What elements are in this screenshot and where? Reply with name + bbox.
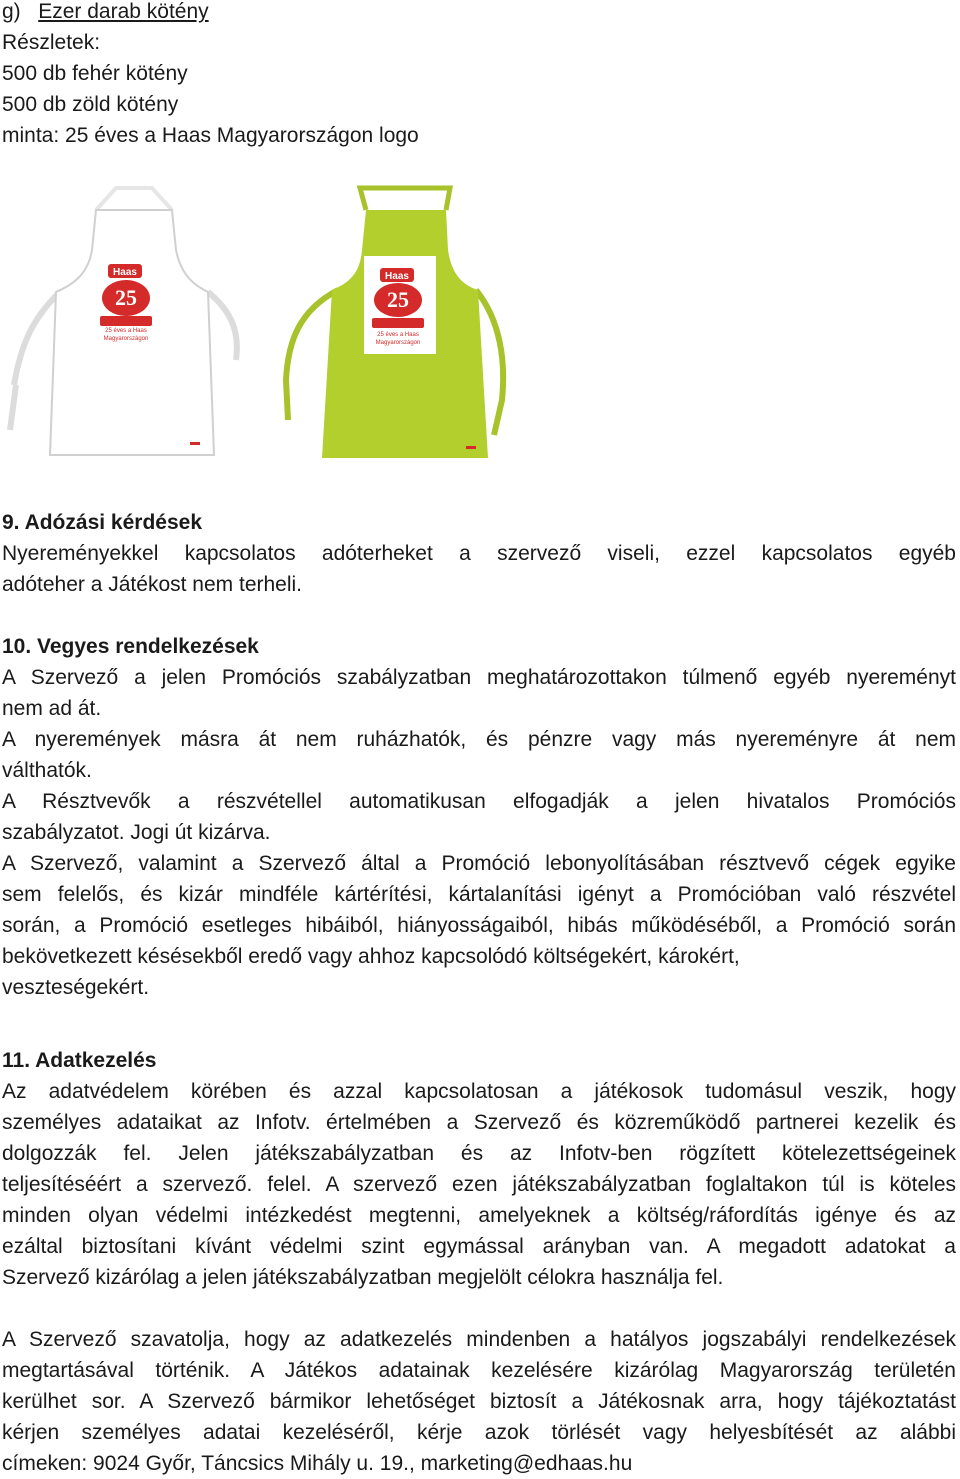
section-11-line: kérjen személyes adatai kezeléséről, kérje azok törlését vagy helyesbítését az alábbi bbox=[2, 1421, 956, 1444]
section-10-line: bekövetkezett késésekből eredő vagy ahhoz kapcsolódó költségekért, károkért, bbox=[2, 945, 740, 968]
section-11-heading: 11. Adatkezelés bbox=[2, 1049, 157, 1072]
svg-text:Magyarországon: Magyarországon bbox=[103, 336, 149, 342]
section-10-line: A Szervező, valamint a Szervező által a Promóció lebonyolításában résztvevő cégek egyike bbox=[2, 852, 956, 875]
section-11-line: minden olyan védelmi intézkedést megtenni, amelyeknek a költség/ráfordítás igénye és az bbox=[2, 1204, 956, 1227]
section-11-line: személyes adataikat az Infotv. értelmében a Szervező és közreműködő partnerei kezelik és bbox=[2, 1111, 956, 1134]
section-10-heading: 10. Vegyes rendelkezések bbox=[2, 635, 259, 658]
section-10-line: nem ad át. bbox=[2, 697, 102, 720]
section-11-line: Az adatvédelem körében és azzal kapcsolatosan a játékosok tudomásul veszik, hogy bbox=[2, 1080, 956, 1103]
section-10-line: A Szervező a jelen Promóciós szabályzatban meghatározottakon túlmenő egyéb nyereményt bbox=[2, 666, 956, 689]
svg-text:Magyarországon: Magyarországon bbox=[375, 340, 421, 346]
prize-title-line bbox=[2, 0, 209, 27]
svg-text:Haas: Haas bbox=[113, 267, 137, 278]
section-10-line: szabályzatot. Jogi út kizárva. bbox=[2, 821, 271, 844]
section-10-line: során, a Promóció esetleges hibáiból, hiányosságaiból, hibás működéséből, a Promóció során bbox=[2, 914, 956, 937]
section-10-line: sem felelős, és kizár mindféle kártérítési, kártalanítási igényt a Promócióban való részvétel bbox=[2, 883, 956, 906]
svg-text:25: 25 bbox=[115, 285, 137, 310]
apron-images bbox=[0, 180, 540, 470]
section-10-line: A nyeremények másra át nem ruházhatók, és pénzre vagy más nyereményre át nem bbox=[2, 728, 956, 751]
section-9-line: adóteher a Játékost nem terheli. bbox=[2, 573, 303, 596]
svg-text:25 éves a Haas: 25 éves a Haas bbox=[377, 332, 419, 338]
section-11-line: dolgozzák fel. Jelen játékszabályzatban és az Infotv-ben rögzített kötelezettségeinek bbox=[2, 1142, 956, 1165]
prize-item: minta: 25 éves a Haas Magyarországon logo bbox=[2, 124, 419, 147]
section-10-line: válthatók. bbox=[2, 759, 92, 782]
prize-item: 500 db zöld kötény bbox=[2, 93, 179, 116]
section-11-contact-line: címeken: 9024 Győr, Táncsics Mihály u. 19., marketing@edhaas.hu bbox=[2, 1452, 633, 1475]
svg-text:25: 25 bbox=[387, 287, 409, 312]
section-11-line: ezáltal biztosítani kívánt védelmi szint egymással arányban van. A megadott adatokat a bbox=[2, 1235, 956, 1258]
svg-text:25 éves a Haas: 25 éves a Haas bbox=[105, 328, 147, 334]
section-9-heading: 9. Adózási kérdések bbox=[2, 511, 202, 534]
section-9-line: Nyereményekkel kapcsolatos adóterheket a szervező viseli, ezzel kapcsolatos egyéb bbox=[2, 542, 956, 565]
section-11-line: Szervező kizárólag a jelen játékszabályzatban megjelölt célokra használja fel. bbox=[2, 1266, 724, 1289]
prize-letter: g) bbox=[2, 0, 21, 23]
green-apron-image bbox=[286, 188, 503, 458]
section-11-line: A Szervező szavatolja, hogy az adatkezelés mindenben a hatályos jogszabályi rendelkezések bbox=[2, 1328, 956, 1351]
prize-details-label: Részletek: bbox=[2, 31, 101, 54]
svg-text:Haas: Haas bbox=[385, 271, 409, 282]
section-10-line: veszteségekért. bbox=[2, 976, 150, 999]
white-apron-image bbox=[10, 188, 237, 455]
section-11-line: megtartásával történik. A Játékos adatainak kezelésére kizárólag Magyarország területén bbox=[2, 1359, 956, 1382]
section-11-line: teljesítéséért a szervező. felel. A szervező ezen játékszabályzatban foglaltakon túl is köteles bbox=[2, 1173, 956, 1196]
section-11-line: kerülhet sor. A Szervező bármikor lehetőséget biztosít a Játékosnak arra, hogy tájékoztatást bbox=[2, 1390, 956, 1413]
prize-item: 500 db fehér kötény bbox=[2, 62, 188, 85]
section-10-line: A Résztvevők a részvétellel automatikusan elfogadják a jelen hivatalos Promóciós bbox=[2, 790, 956, 813]
prize-title-link[interactable]: Ezer darab kötény bbox=[38, 0, 209, 23]
